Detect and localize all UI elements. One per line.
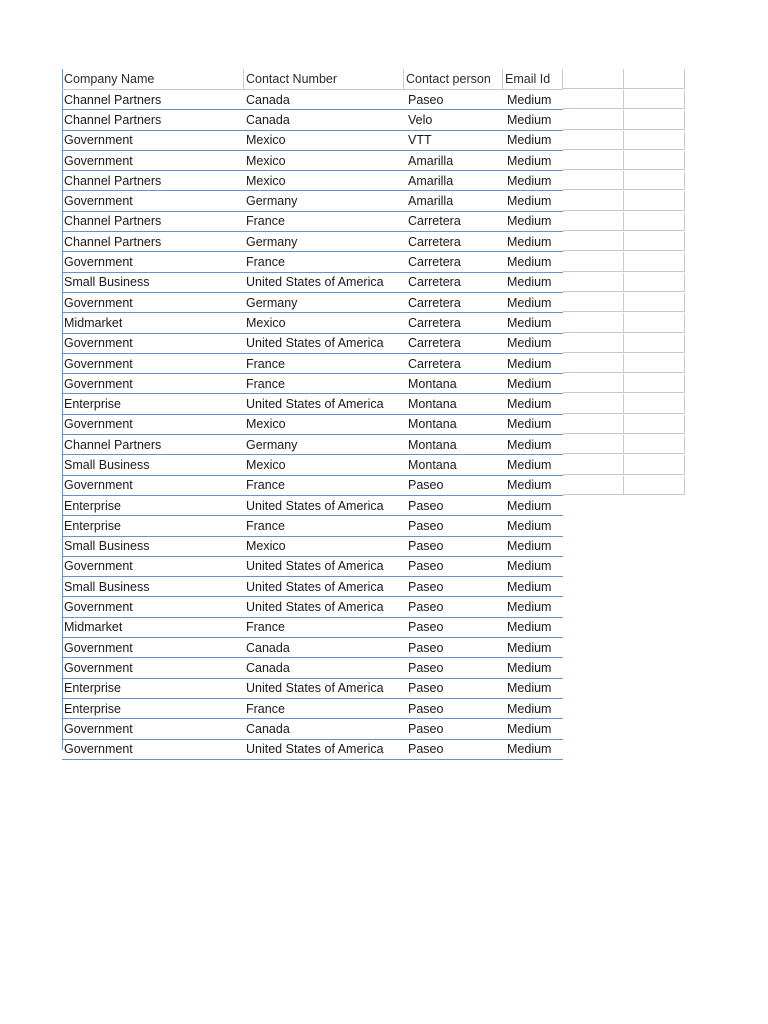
contact-person-cell[interactable]: Paseo [408, 559, 444, 574]
company-name-cell[interactable]: Government [64, 255, 133, 270]
empty-cell[interactable] [563, 273, 624, 292]
table-row [62, 455, 563, 475]
row-empty-cells [563, 415, 685, 434]
contact-person-cell[interactable]: Paseo [408, 579, 444, 594]
row-empty-cells [563, 171, 685, 190]
company-name-cell[interactable]: Channel Partners [64, 437, 162, 452]
row-empty-cells [563, 131, 685, 150]
email-id-cell[interactable]: Medium [507, 701, 552, 716]
empty-cell[interactable] [624, 252, 685, 271]
table-row [62, 191, 563, 211]
empty-cell[interactable] [624, 394, 685, 413]
company-name-cell[interactable]: Enterprise [64, 701, 121, 716]
company-name-cell[interactable]: Government [64, 356, 133, 371]
spreadsheet-table [62, 69, 685, 760]
header-empty-cells [563, 69, 685, 89]
table-row [62, 212, 563, 232]
email-id-cell[interactable]: Medium [507, 397, 552, 412]
empty-cell[interactable] [624, 313, 685, 332]
contact-number-cell[interactable]: United States of America [246, 681, 384, 696]
contact-number-cell[interactable]: United States of America [246, 600, 384, 615]
contact-number-cell[interactable]: Canada [246, 92, 290, 107]
contact-number-cell[interactable]: Germany [246, 194, 298, 209]
email-id-cell[interactable]: Medium [507, 457, 552, 472]
empty-cell[interactable] [563, 131, 624, 150]
contact-number-cell[interactable]: Mexico [246, 457, 286, 472]
table-row [62, 293, 563, 313]
row-empty-cells [563, 394, 685, 413]
contact-person-cell[interactable]: Carretera [408, 336, 461, 351]
contact-number-cell[interactable]: France [246, 518, 285, 533]
row-empty-cells [563, 374, 685, 393]
table-row [62, 151, 563, 171]
empty-cell[interactable] [563, 293, 624, 312]
contact-person-cell[interactable]: Montana [408, 457, 457, 472]
table-row [62, 699, 563, 719]
contact-number-cell[interactable]: Canada [246, 640, 290, 655]
company-name-cell[interactable]: Government [64, 295, 133, 310]
table-row [62, 638, 563, 658]
row-empty-cells [563, 313, 685, 332]
row-empty-cells [563, 455, 685, 474]
contact-person-cell[interactable]: Montana [408, 397, 457, 412]
email-id-cell[interactable]: Medium [507, 478, 552, 493]
table-row [62, 90, 563, 110]
table-row [62, 334, 563, 354]
email-id-cell[interactable]: Medium [507, 295, 552, 310]
table-row [62, 537, 563, 557]
contact-person-cell[interactable]: Carretera [408, 295, 461, 310]
email-id-cell[interactable]: Medium [507, 92, 552, 107]
contact-number-cell[interactable]: Mexico [246, 315, 286, 330]
email-id-cell[interactable]: Medium [507, 600, 552, 615]
contact-number-cell[interactable]: United States of America [246, 559, 384, 574]
empty-cell[interactable] [624, 354, 685, 373]
table-row [62, 618, 563, 638]
empty-cell[interactable] [624, 110, 685, 129]
header-email-id[interactable]: Email Id [503, 69, 563, 89]
contact-person-cell[interactable]: Montana [408, 376, 457, 391]
row-empty-cells [563, 232, 685, 251]
company-name-cell[interactable]: Government [64, 721, 133, 736]
table-row [62, 557, 563, 577]
contact-person-cell[interactable]: Carretera [408, 356, 461, 371]
contact-number-cell[interactable]: Mexico [246, 539, 286, 554]
empty-cell[interactable] [563, 334, 624, 353]
company-name-cell[interactable]: Midmarket [64, 315, 123, 330]
empty-cell[interactable] [563, 191, 624, 210]
table-row [62, 313, 563, 333]
contact-person-cell[interactable]: Paseo [408, 478, 444, 493]
contact-number-cell[interactable]: United States of America [246, 742, 384, 757]
contact-person-cell[interactable]: Amarilla [408, 194, 454, 209]
contact-number-cell[interactable]: Mexico [246, 153, 286, 168]
table-row [62, 374, 563, 394]
company-name-cell[interactable]: Government [64, 600, 133, 615]
email-id-cell[interactable]: Medium [507, 437, 552, 452]
company-name-cell[interactable]: Channel Partners [64, 234, 162, 249]
contact-number-cell[interactable]: France [246, 620, 285, 635]
empty-cell[interactable] [624, 293, 685, 312]
table-row [62, 252, 563, 272]
contact-person-cell[interactable]: VTT [408, 133, 432, 148]
email-id-cell[interactable]: Medium [507, 255, 552, 270]
contact-number-cell[interactable]: Germany [246, 295, 298, 310]
email-id-cell[interactable]: Medium [507, 498, 552, 513]
contact-person-cell[interactable]: Montana [408, 437, 457, 452]
email-id-cell[interactable]: Medium [507, 214, 552, 229]
empty-cell[interactable] [563, 90, 624, 109]
empty-cell[interactable] [624, 232, 685, 251]
row-empty-cells [563, 293, 685, 312]
contact-number-cell[interactable]: Mexico [246, 133, 286, 148]
contact-number-cell[interactable]: Germany [246, 437, 298, 452]
header-contact-number[interactable]: Contact Number [244, 69, 404, 89]
row-empty-cells [563, 252, 685, 271]
contact-person-cell[interactable]: Carretera [408, 255, 461, 270]
empty-cell[interactable] [563, 374, 624, 393]
contact-person-cell[interactable]: Paseo [408, 742, 444, 757]
empty-cell[interactable] [563, 232, 624, 251]
contact-number-cell[interactable]: France [246, 376, 285, 391]
contact-number-cell[interactable]: Germany [246, 234, 298, 249]
email-id-cell[interactable]: Medium [507, 275, 552, 290]
empty-cell[interactable] [563, 394, 624, 413]
table-body [62, 90, 685, 760]
company-name-cell[interactable]: Government [64, 660, 133, 675]
email-id-cell[interactable]: Medium [507, 153, 552, 168]
email-id-cell[interactable]: Medium [507, 721, 552, 736]
row-empty-cells [563, 212, 685, 231]
email-id-cell[interactable]: Medium [507, 336, 552, 351]
contact-person-cell[interactable]: Paseo [408, 681, 444, 696]
contact-number-cell[interactable]: United States of America [246, 579, 384, 594]
contact-person-cell[interactable]: Paseo [408, 518, 444, 533]
table-row [62, 415, 563, 435]
table-row [62, 719, 563, 739]
contact-number-cell[interactable]: United States of America [246, 397, 384, 412]
table-header-row [62, 69, 563, 90]
row-empty-cells [563, 110, 685, 129]
empty-cell[interactable] [624, 273, 685, 292]
contact-number-cell[interactable]: Canada [246, 660, 290, 675]
company-name-cell[interactable]: Enterprise [64, 397, 121, 412]
company-name-cell[interactable]: Government [64, 336, 133, 351]
email-id-cell[interactable]: Medium [507, 620, 552, 635]
table-row [62, 679, 563, 699]
contact-number-cell[interactable]: Canada [246, 112, 290, 127]
empty-cell[interactable] [563, 110, 624, 129]
table-row [62, 110, 563, 130]
empty-cell[interactable] [563, 69, 624, 89]
contact-number-cell[interactable]: United States of America [246, 336, 384, 351]
contact-number-cell[interactable]: France [246, 255, 285, 270]
contact-person-cell[interactable]: Montana [408, 417, 457, 432]
email-id-cell[interactable]: Medium [507, 681, 552, 696]
table-row [62, 273, 563, 293]
empty-cell[interactable] [624, 90, 685, 109]
email-id-cell[interactable]: Medium [507, 660, 552, 675]
email-id-cell[interactable]: Medium [507, 173, 552, 188]
company-name-cell[interactable]: Enterprise [64, 498, 121, 513]
company-name-cell[interactable]: Government [64, 376, 133, 391]
company-name-cell[interactable]: Government [64, 153, 133, 168]
empty-cell[interactable] [563, 313, 624, 332]
contact-person-cell[interactable]: Paseo [408, 701, 444, 716]
contact-number-cell[interactable]: Mexico [246, 417, 286, 432]
empty-cell[interactable] [624, 435, 685, 454]
contact-number-cell[interactable]: France [246, 701, 285, 716]
empty-cell[interactable] [563, 354, 624, 373]
contact-person-cell[interactable]: Carretera [408, 275, 461, 290]
empty-cell[interactable] [563, 252, 624, 271]
table-row [62, 354, 563, 374]
table-row [62, 394, 563, 414]
contact-person-cell[interactable]: Paseo [408, 600, 444, 615]
company-name-cell[interactable]: Channel Partners [64, 92, 162, 107]
row-empty-cells [563, 273, 685, 292]
company-name-cell[interactable]: Channel Partners [64, 173, 162, 188]
email-id-cell[interactable]: Medium [507, 742, 552, 757]
empty-cell[interactable] [563, 151, 624, 170]
email-id-cell[interactable]: Medium [507, 579, 552, 594]
empty-cell[interactable] [563, 171, 624, 190]
company-name-cell[interactable]: Channel Partners [64, 214, 162, 229]
contact-person-cell[interactable]: Amarilla [408, 153, 454, 168]
company-name-cell[interactable]: Channel Partners [64, 112, 162, 127]
table-row [62, 171, 563, 191]
contact-person-cell[interactable]: Velo [408, 112, 433, 127]
empty-cell[interactable] [563, 435, 624, 454]
contact-number-cell[interactable]: United States of America [246, 498, 384, 513]
header-company-name[interactable]: Company Name [62, 69, 244, 89]
header-contact-person[interactable]: Contact person [404, 69, 503, 89]
table-row [62, 516, 563, 536]
empty-cell[interactable] [624, 131, 685, 150]
company-name-cell[interactable]: Small Business [64, 539, 150, 554]
row-empty-cells [563, 476, 685, 495]
contact-person-cell[interactable]: Paseo [408, 92, 444, 107]
contact-person-cell[interactable]: Paseo [408, 660, 444, 675]
empty-cell[interactable] [624, 334, 685, 353]
contact-number-cell[interactable]: France [246, 214, 285, 229]
email-id-cell[interactable]: Medium [507, 376, 552, 391]
contact-number-cell[interactable]: Mexico [246, 173, 286, 188]
email-id-cell[interactable]: Medium [507, 640, 552, 655]
row-empty-cells [563, 151, 685, 170]
contact-person-cell[interactable]: Paseo [408, 640, 444, 655]
email-id-cell[interactable]: Medium [507, 417, 552, 432]
empty-cell[interactable] [624, 69, 685, 89]
email-id-cell[interactable]: Medium [507, 112, 552, 127]
empty-cell[interactable] [624, 374, 685, 393]
contact-person-cell[interactable]: Carretera [408, 315, 461, 330]
row-empty-cells [563, 354, 685, 373]
email-id-cell[interactable]: Medium [507, 194, 552, 209]
company-name-cell[interactable]: Government [64, 133, 133, 148]
company-name-cell[interactable]: Government [64, 417, 133, 432]
empty-cell[interactable] [624, 171, 685, 190]
table-row [62, 577, 563, 597]
contact-person-cell[interactable]: Paseo [408, 721, 444, 736]
email-id-cell[interactable]: Medium [507, 518, 552, 533]
company-name-cell[interactable]: Midmarket [64, 620, 123, 635]
contact-person-cell[interactable]: Paseo [408, 498, 444, 513]
company-name-cell[interactable]: Small Business [64, 275, 150, 290]
row-empty-cells [563, 90, 685, 109]
company-name-cell[interactable]: Enterprise [64, 681, 121, 696]
empty-cell[interactable] [624, 415, 685, 434]
empty-cell[interactable] [624, 476, 685, 495]
email-id-cell[interactable]: Medium [507, 133, 552, 148]
contact-number-cell[interactable]: France [246, 478, 285, 493]
company-name-cell[interactable]: Small Business [64, 457, 150, 472]
table-row [62, 597, 563, 617]
email-id-cell[interactable]: Medium [507, 234, 552, 249]
empty-cell[interactable] [624, 191, 685, 210]
company-name-cell[interactable]: Government [64, 478, 133, 493]
company-name-cell[interactable]: Government [64, 742, 133, 757]
row-empty-cells [563, 191, 685, 210]
contact-person-cell[interactable]: Carretera [408, 234, 461, 249]
contact-number-cell[interactable]: France [246, 356, 285, 371]
table-row [62, 658, 563, 678]
empty-cell[interactable] [563, 212, 624, 231]
company-name-cell[interactable]: Government [64, 559, 133, 574]
contact-person-cell[interactable]: Amarilla [408, 173, 454, 188]
contact-number-cell[interactable]: United States of America [246, 275, 384, 290]
table-row [62, 232, 563, 252]
empty-cell[interactable] [563, 476, 624, 495]
empty-cell[interactable] [624, 151, 685, 170]
table-row [62, 131, 563, 151]
table-row [62, 740, 563, 760]
email-id-cell[interactable]: Medium [507, 356, 552, 371]
table-row [62, 435, 563, 455]
contact-person-cell[interactable]: Paseo [408, 539, 444, 554]
company-name-cell[interactable]: Government [64, 640, 133, 655]
empty-cell[interactable] [624, 455, 685, 474]
email-id-cell[interactable]: Medium [507, 315, 552, 330]
email-id-cell[interactable]: Medium [507, 559, 552, 574]
empty-cell[interactable] [563, 415, 624, 434]
company-name-cell[interactable]: Government [64, 194, 133, 209]
table-row [62, 496, 563, 516]
empty-cell[interactable] [624, 212, 685, 231]
company-name-cell[interactable]: Enterprise [64, 518, 121, 533]
row-empty-cells [563, 334, 685, 353]
empty-cell[interactable] [563, 455, 624, 474]
table-row [62, 476, 563, 496]
contact-number-cell[interactable]: Canada [246, 721, 290, 736]
company-name-cell[interactable]: Small Business [64, 579, 150, 594]
contact-person-cell[interactable]: Paseo [408, 620, 444, 635]
row-empty-cells [563, 435, 685, 454]
contact-person-cell[interactable]: Carretera [408, 214, 461, 229]
email-id-cell[interactable]: Medium [507, 539, 552, 554]
